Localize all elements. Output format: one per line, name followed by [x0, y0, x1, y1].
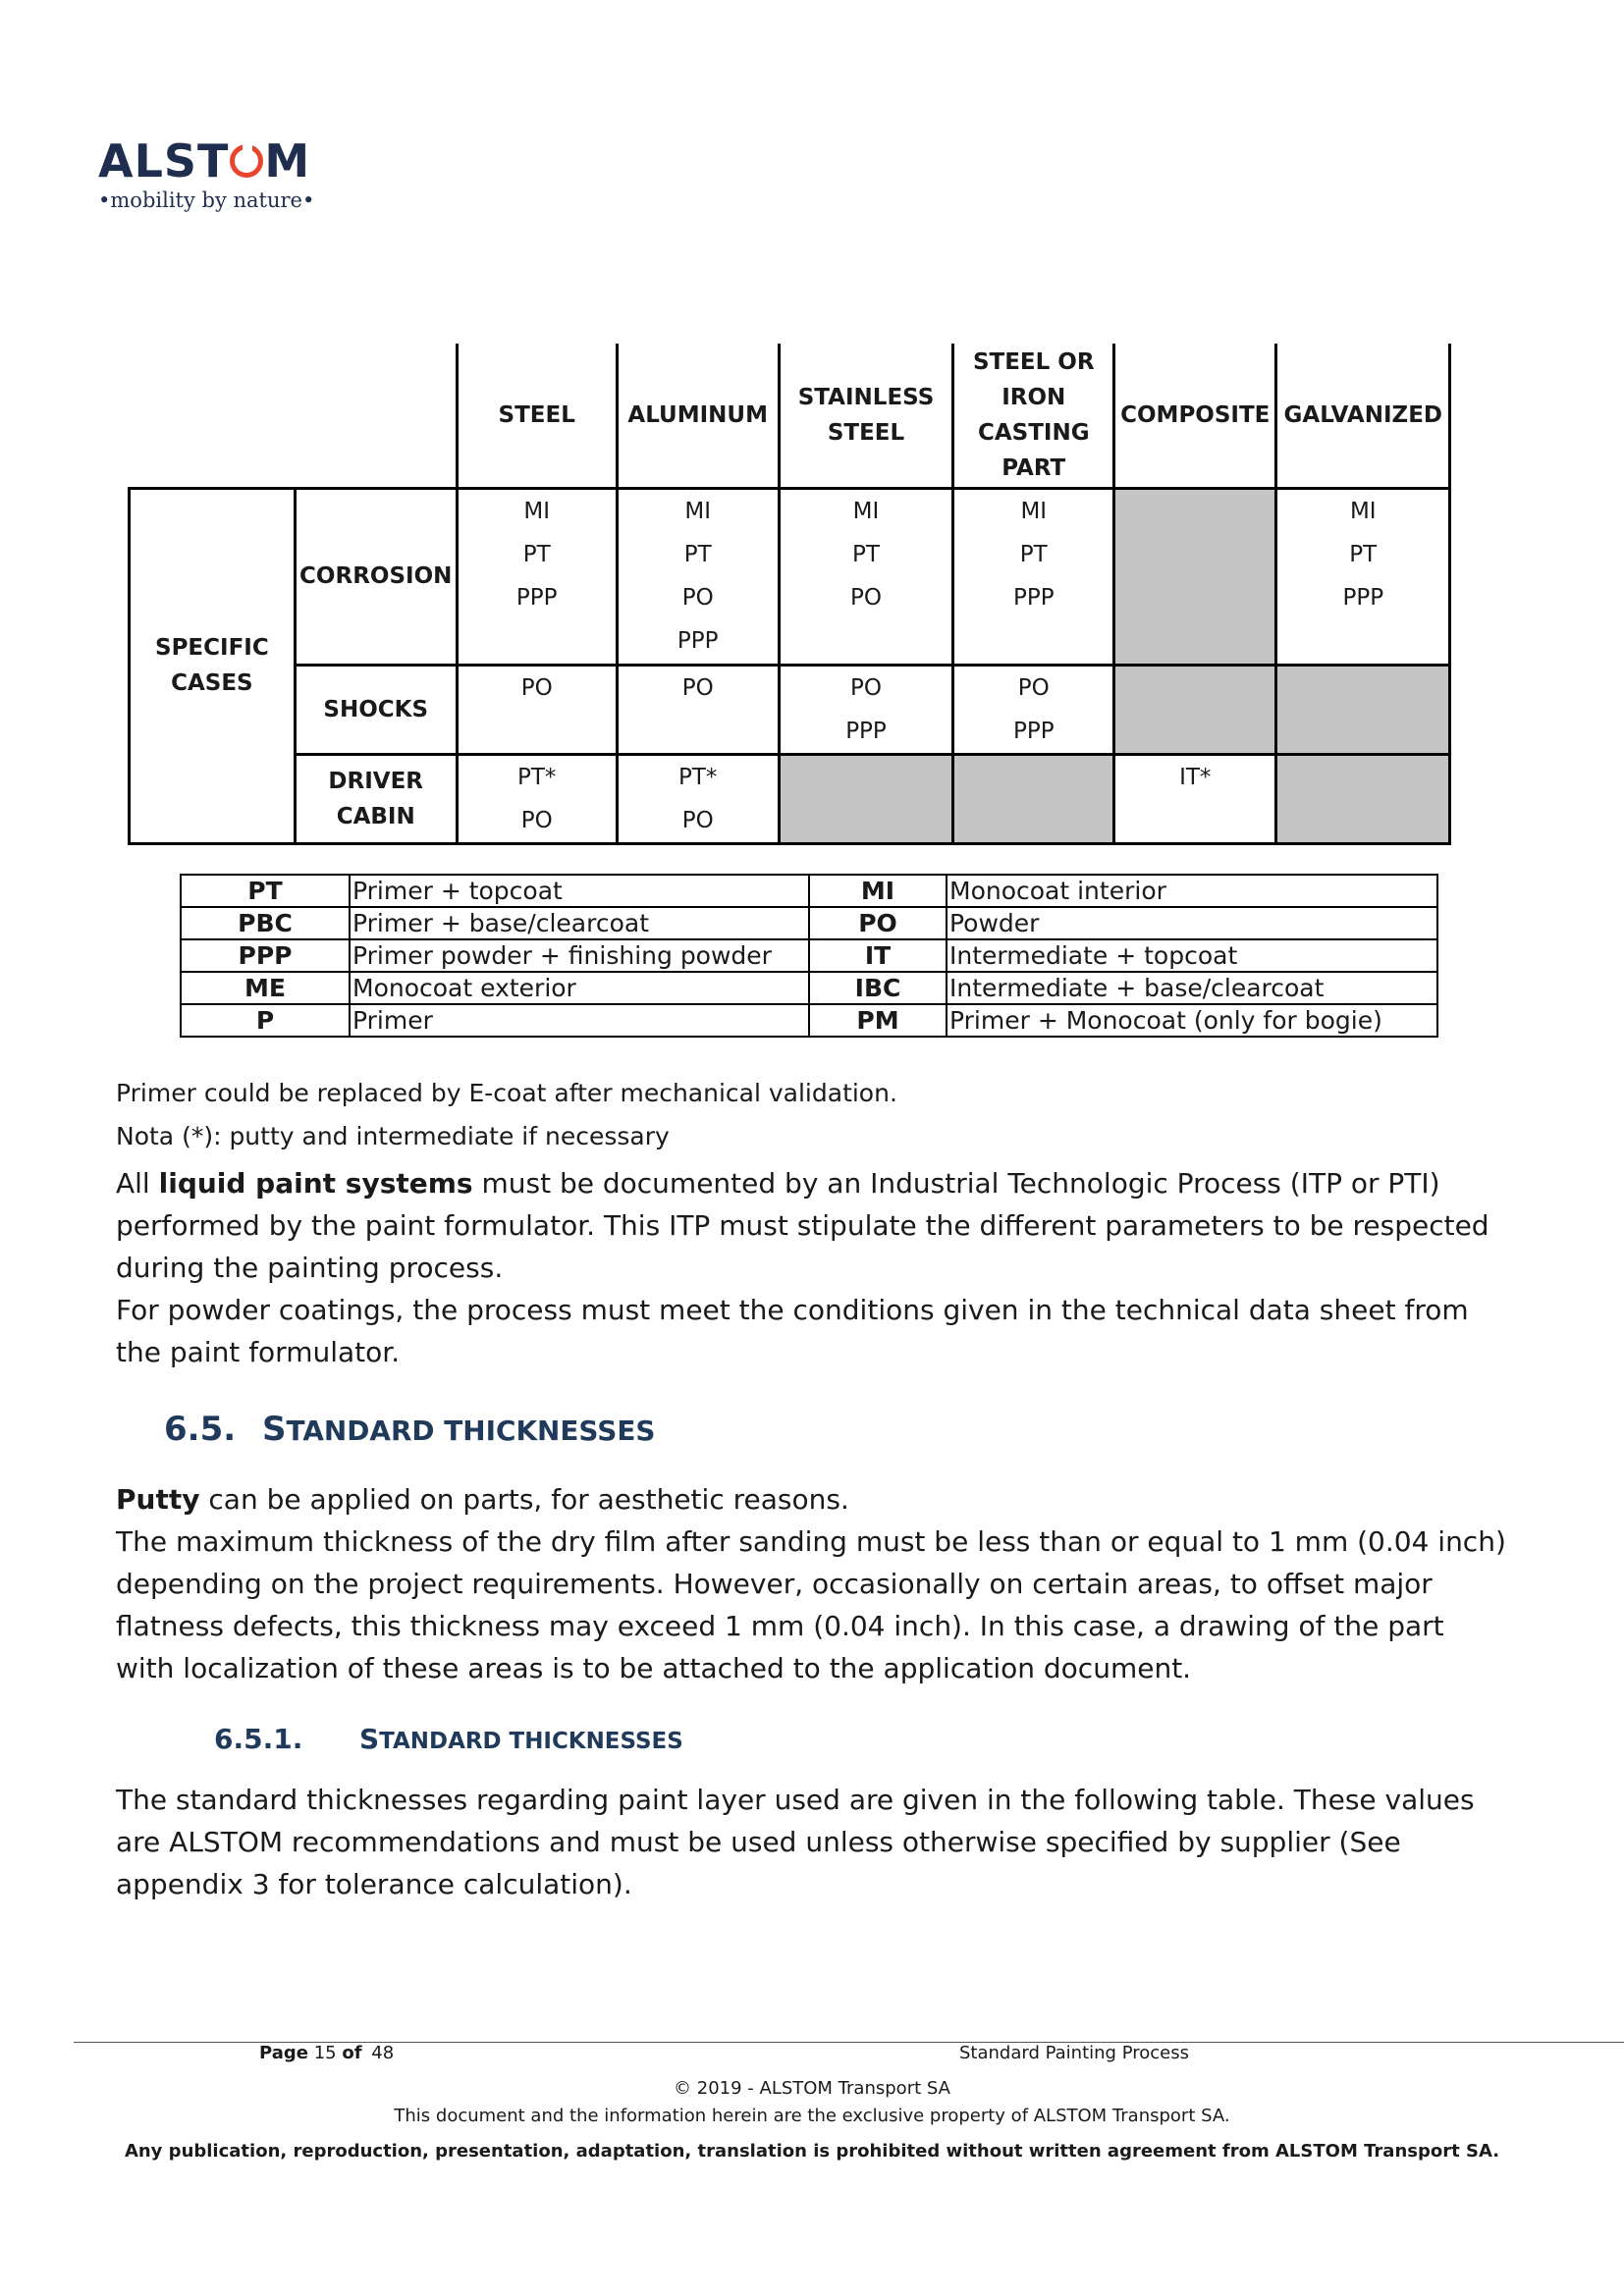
- paragraph-standard-thicknesses: The standard thicknesses regarding paint layer used are given in the following table. These values are ALSTOM recommendations and must be used unless otherwise specified by supplier (See appendix 3 for tolerance calculation).: [116, 1784, 1475, 1900]
- group-label-specific-cases: SPECIFIC CASES: [130, 488, 296, 843]
- paragraph-powder: For powder coatings, the process must meet the conditions given in the technical data sheet from the paint formulator.: [116, 1294, 1469, 1368]
- cell-shocks-galvanized: [1276, 665, 1450, 754]
- legend-row: ME Monocoat exterior IBC Intermediate + base/clearcoat: [181, 972, 1437, 1004]
- legend-row: PBC Primer + base/clearcoat PO Powder: [181, 907, 1437, 939]
- cell-shocks-stainless: PO PPP: [779, 665, 953, 754]
- cell-cabin-aluminum: PT* PO: [617, 754, 779, 843]
- paragraph-putty: Putty can be applied on parts, for aesthetic reasons.: [116, 1483, 849, 1516]
- row-label-shocks: SHOCKS: [295, 665, 457, 754]
- alstom-logo: [98, 134, 334, 216]
- cell-cabin-galvanized: [1276, 754, 1450, 843]
- cell-corrosion-casting: MI PT PPP: [953, 488, 1114, 665]
- logo-wordmark: ALST M: [98, 134, 311, 187]
- footer-document-title: Standard Painting Process: [959, 2043, 1189, 2063]
- footer-property-notice: This document and the information herein are the exclusive property of ALSTOM Transport SA.: [394, 2106, 1230, 2126]
- cell-corrosion-galvanized: MI PT PPP: [1276, 488, 1450, 665]
- paragraph-max-thickness: The maximum thickness of the dry film after sanding must be less than or equal to 1 mm (0.04 inch) depending on the project requirements. However, occasionally on certain areas, to offset major flatness defects, this thickness may exceed 1 mm (0.04 inch). In this case, a drawing of the part with localization of these areas is to be attached to the application document.: [116, 1525, 1506, 1684]
- note-primer: Primer could be replaced by E-coat after mechanical validation.: [116, 1079, 897, 1107]
- abbreviation-legend-table: [180, 874, 1438, 1038]
- paint-systems-table: [128, 344, 1451, 845]
- note-nota: Nota (*): putty and intermediate if necessary: [116, 1122, 670, 1150]
- col-header-steel: STEEL: [457, 344, 617, 488]
- col-header-casting-part: STEEL OR IRON CASTING PART: [953, 344, 1114, 488]
- cell-cabin-composite: IT*: [1114, 754, 1276, 843]
- legend-row: PT Primer + topcoat MI Monocoat interior: [181, 875, 1437, 907]
- cell-cabin-stainless: [779, 754, 953, 843]
- footer-copyright: © 2019 - ALSTOM Transport SA: [674, 2078, 950, 2099]
- col-header-composite: COMPOSITE: [1114, 344, 1276, 488]
- cell-cabin-casting: [953, 754, 1114, 843]
- cell-cabin-steel: PT* PO: [457, 754, 617, 843]
- row-label-driver-cabin: DRIVER CABIN: [295, 754, 457, 843]
- footer-page-number: Page 15 of 48: [259, 2043, 395, 2063]
- section-heading-6-5-1: 6.5.1. STANDARD THICKNESSES: [214, 1723, 683, 1755]
- paragraph-liquid-paint: All liquid paint systems must be documented by an Industrial Technologic Process (ITP or PTI) performed by the paint formulator. This ITP must stipulate the different parameters to be respected during the painting process.: [116, 1167, 1489, 1284]
- cell-shocks-casting: PO PPP: [953, 665, 1114, 754]
- cell-corrosion-steel: MI PT PPP: [457, 488, 617, 665]
- cell-corrosion-stainless: MI PT PO: [779, 488, 953, 665]
- section-heading-6-5: 6.5. STANDARD THICKNESSES: [164, 1410, 656, 1449]
- col-header-aluminum: ALUMINUM: [617, 344, 779, 488]
- row-label-corrosion: CORROSION: [295, 488, 457, 665]
- col-header-galvanized: GALVANIZED: [1276, 344, 1450, 488]
- cell-corrosion-aluminum: MI PT PO PPP: [617, 488, 779, 665]
- footer-prohibited-notice: Any publication, reproduction, presentation, adaptation, translation is prohibited without written agreement from ALSTOM Transport SA.: [124, 2141, 1500, 2162]
- legend-row: P Primer PM Primer + Monocoat (only for bogie): [181, 1004, 1437, 1037]
- cell-shocks-composite: [1114, 665, 1276, 754]
- legend-row: PPP Primer powder + finishing powder IT Intermediate + topcoat: [181, 939, 1437, 972]
- logo-tagline: •mobility by nature•: [98, 188, 315, 212]
- col-header-stainless-steel: STAINLESS STEEL: [779, 344, 953, 488]
- cell-corrosion-composite: [1114, 488, 1276, 665]
- cell-shocks-steel: PO: [457, 665, 617, 754]
- cell-shocks-aluminum: PO: [617, 665, 779, 754]
